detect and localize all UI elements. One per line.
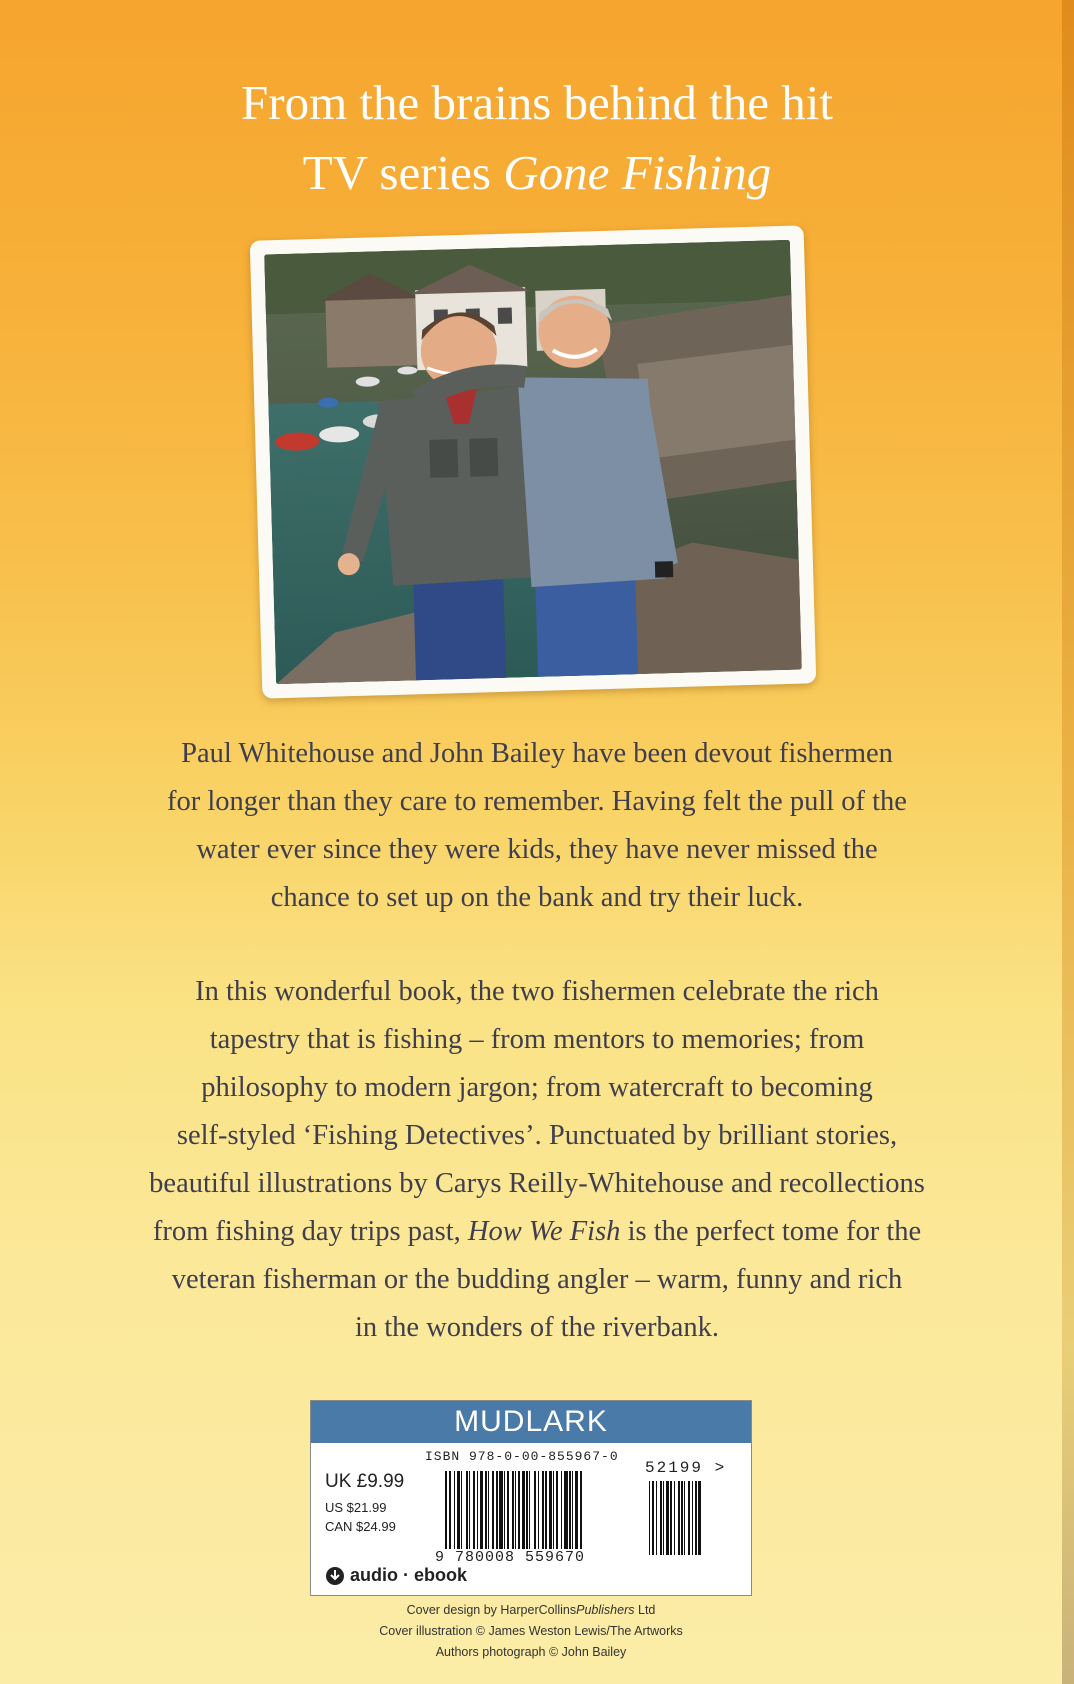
series-title: Gone Fishing <box>503 145 772 200</box>
blurb-line: Paul Whitehouse and John Bailey have been devout fishermen <box>181 738 893 769</box>
ean-digits: 9 780008 559670 <box>435 1549 586 1566</box>
credit-design-suffix: Ltd <box>634 1603 656 1617</box>
blurb-line-prefix: from fishing day trips past, <box>152 1216 468 1247</box>
blurb-line-suffix: is the perfect tome for the <box>620 1216 922 1247</box>
isbn-label: ISBN 978-0-00-855967-0 <box>425 1449 619 1464</box>
author-photo-illustration <box>264 240 802 685</box>
tagline-line-2 <box>0 138 1074 208</box>
barcode-box <box>310 1400 752 1596</box>
blurb-line: water ever since they were kids, they have never missed the <box>196 834 878 865</box>
blurb-line: tapestry that is fishing – from mentors to memories; from <box>209 1024 865 1055</box>
blurb-line: self-styled ‘Fishing Detectives’. Punctuated by brilliant stories, <box>176 1120 898 1151</box>
price-us: US $21.99 <box>325 1500 387 1515</box>
credit-illustration: Cover illustration © James Weston Lewis/The Artworks <box>379 1624 683 1638</box>
blurb-line: in the wonders of the riverbank. <box>354 1312 720 1343</box>
tagline-prefix: TV series <box>302 145 504 200</box>
blurb-paragraph-2 <box>40 968 1034 1352</box>
credit-design-prefix: Cover design by HarperCollins <box>406 1603 577 1617</box>
cover-credits <box>310 1600 752 1663</box>
credit-photograph: Authors photograph © John Bailey <box>435 1645 627 1659</box>
ean-barcode <box>445 1471 635 1549</box>
blurb-line: chance to set up on the bank and try their luck. <box>270 882 804 913</box>
blurb-line: beautiful illustrations by Carys Reilly-Whitehouse and recollections <box>149 1168 925 1199</box>
tagline-line-1: From the brains behind the hit <box>241 75 833 130</box>
addon-digits: 52199 > <box>645 1459 727 1477</box>
book-title: How We Fish <box>467 1216 621 1247</box>
download-icon <box>325 1566 345 1586</box>
blurb-line: philosophy to modern jargon; from watercraft to becoming <box>201 1072 873 1103</box>
tagline <box>0 68 1074 208</box>
price-uk: UK £9.99 <box>325 1471 405 1492</box>
blurb-line <box>40 1208 1034 1256</box>
blurb-line: veteran fisherman or the budding angler – warm, funny and rich <box>171 1264 903 1295</box>
blurb-line: for longer than they care to remember. Having felt the pull of the <box>167 786 907 817</box>
addon-barcode <box>649 1481 731 1555</box>
author-photo-frame <box>250 225 817 698</box>
price-can: CAN $24.99 <box>325 1519 396 1534</box>
credit-design <box>310 1600 752 1621</box>
blurb-line: In this wonderful book, the two fishermen celebrate the rich <box>195 976 879 1007</box>
credit-design-italic: Publishers <box>576 1603 635 1617</box>
formats-text: audio · ebook <box>350 1565 467 1585</box>
publisher-imprint: MUDLARK <box>311 1401 751 1443</box>
blurb-paragraph-1 <box>40 730 1034 922</box>
spine-edge <box>1062 0 1074 1684</box>
author-photo <box>264 240 802 685</box>
formats-line <box>325 1565 467 1586</box>
